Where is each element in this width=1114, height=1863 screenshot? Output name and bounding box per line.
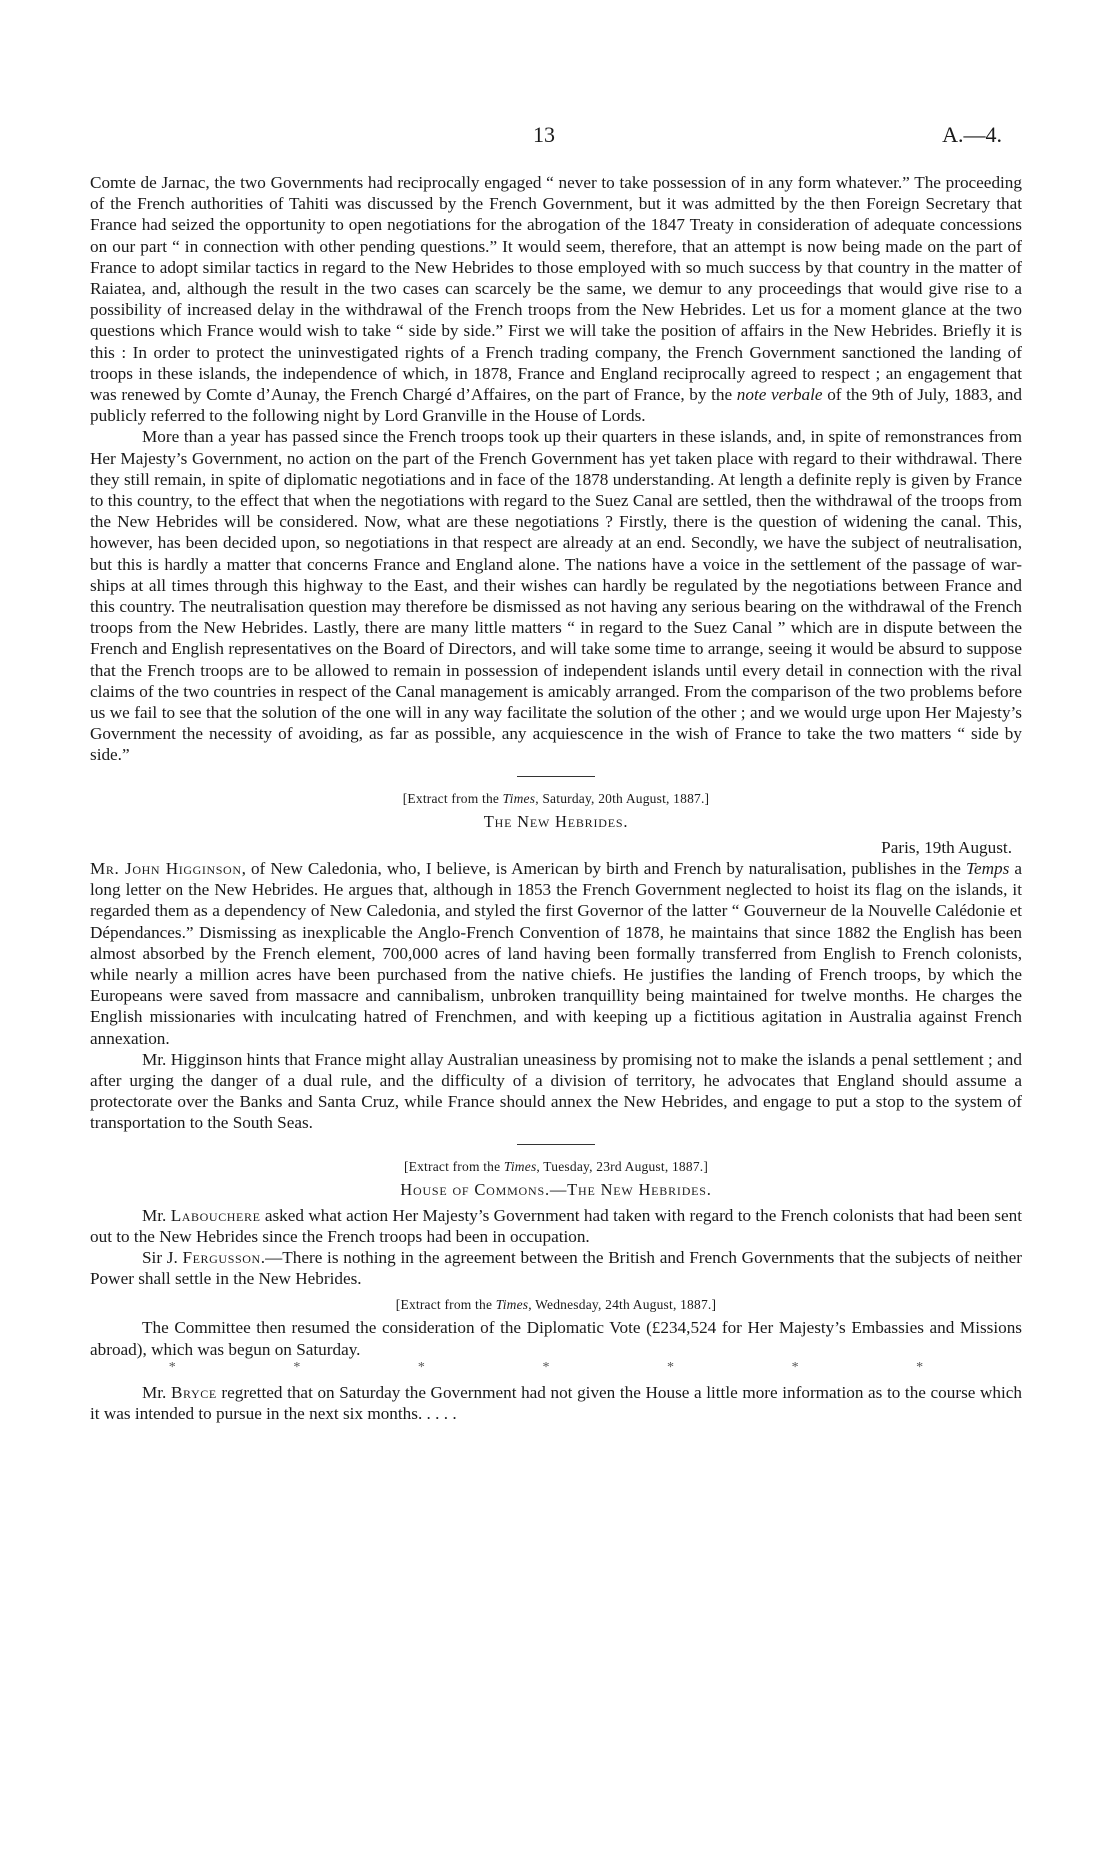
dateline: Paris, 19th August.: [881, 837, 1012, 857]
paragraph: The Committee then resumed the consideration of the Diplomatic Vote (£234,524 for Her Majesty’s Embassies and Missions abroad), which was begun on Saturday.: [90, 1318, 1022, 1359]
asterism: * * * * * * *: [168, 1359, 924, 1375]
section-heading: The New Hebrides.: [483, 811, 629, 831]
extract-citation: [Extract from the Times, Saturday, 20th August, 1887.]: [402, 790, 710, 806]
paragraph: Sir J. Fergusson.—There is nothing in the agreement between the British and French Governments that the subjects of neither Power shall settle in the New Hebrides.: [90, 1247, 1022, 1289]
section-divider: [517, 1144, 595, 1145]
paragraph: Mr. John Higginson, of New Caledonia, who, I believe, is American by birth and French by naturalisation, publishes in the Temps a long letter on the New Hebrides. He argues that, although in 1853 the French Government neglected to hoist its flag on the islands, it regarded them as a dependency of New Caledonia, and styled the first Governor of the latter “ Gouverneur de la Nouvelle Calédonie et Dépendances.” Dismissing as inexplicable the Anglo-French Convention of 1878, he maintains that since 1882 the English has been almost absorbed by the French element, 700,000 acres of land having been formally transferred from English to French colonists, while nearly a million acres have been purchased from the native chiefs. He justifies the landing of French troops, by which the Europeans were saved from massacre and cannibalism, unbroken tranquillity being maintained for twelve months. He charges the English missionaries with inculcating hatred of Frenchmen, and with keeping up a fictitious agitation in Australia against French annexation.: [90, 858, 1022, 1048]
italic-term: note verbale: [736, 385, 823, 405]
document-body: [90, 172, 1022, 1424]
page-number: 13: [533, 122, 555, 147]
section-divider: [517, 776, 595, 777]
page-header: [0, 122, 1114, 152]
speaker-name: Bryce: [170, 1382, 217, 1402]
paragraph: Mr. Bryce regretted that on Saturday the Government had not given the House a little more information as to the course which it was intended to pursue in the next six months. . . . .: [90, 1382, 1022, 1423]
paragraph: Comte de Jarnac, the two Governments had reciprocally engaged “ never to take possession of in any form whatever.” The proceeding of the French authorities of Tahiti was discussed by the French Government, but it was admitted by the then Foreign Secretary that France had seized the opportunity to open negotiations for the abrogation of the 1847 Treaty in consideration of adequate concessions on our part “ in connection with other pending questions.” It would seem, therefore, that an attempt is now being made on the part of France to adopt similar tactics in regard to the New Hebrides to those employed with so much success by that country in the matter of Raiatea, and, although the result in the two cases can scarcely be the same, we demur to any proceedings that would give rise to a possibility of increased delay in the withdrawal of the French troops from the New Hebrides. Let us for a moment glance at the two questions which France would wish to take “ side by side.” First we will take the position of affairs in the New Hebrides. Briefly it is this : In order to protect the uninvestigated rights of a French trading company, the French Government sanctioned the landing of troops in these islands, the independence of which, in 1878, France and England reciprocally agreed to respect ; an engagement that was renewed by Comte d’Aunay, the French Chargé d’Affaires, on the part of France, by the note verbale of the 9th of July, 1883, and publicly referred to the following night by Lord Granville in the House of Lords.: [90, 173, 1022, 426]
paragraph: More than a year has passed since the French troops took up their quarters in these islands, and, in spite of remonstrances from Her Majesty’s Government, no action on the part of the French Government has yet taken place with regard to their withdrawal. There they still remain, in spite of diplomatic negotiations and in face of the 1878 understanding. At length a definite reply is given by France to this country, to the effect that when the negotiations with regard to the Suez Canal are settled, then the withdrawal of the troops from the New Hebrides will be considered. Now, what are these negotiations ? Firstly, there is the question of widening the canal. This, however, has been decided upon, so negotiations in that respect are already at an end. Secondly, we have the subject of neutralisation, but this is hardly a matter that concerns France and England alone. The nations have a voice in the settlement of the passage of war-ships at all times through this highway to the East, and their wishes can hardly be regulated by the negotiations between France and this country. The neutralisation question may therefore be dismissed as not having any serious bearing on the withdrawal of the French troops from the New Hebrides. Lastly, there are many little matters “ in regard to the Suez Canal ” which are in dispute between the French and English representatives on the Board of Directors, and will take some time to arrange, seeing it would be absurd to suppose that the French troops are to be allowed to remain in possession of independent islands until every detail in connection with the rival claims of the two countries in respect of the Canal management is amicably arranged. From the comparison of the two problems before us we fail to see that the solution of the one will in any way facilitate the solution of the other ; and we would urge upon Her Majesty’s Government the necessity of avoiding, as far as possible, any acquiescence in the wish of France to take the two matters “ side by side.”: [90, 427, 1022, 765]
extract-citation: [Extract from the Times, Wednesday, 24th August, 1887.]: [395, 1297, 717, 1313]
speaker-name: Labouchere: [170, 1205, 261, 1225]
speaker-name: Mr. John Higginson: [90, 858, 242, 878]
paragraph: Mr. Higginson hints that France might allay Australian uneasiness by promising not to make the islands a penal settlement ; and after urging the danger of a dual rule, and the difficulty of a division of territory, he advocates that England should assume a protectorate over the Banks and Santa Cruz, while France should annex the New Hebrides, and engage to put a stop to the system of transportation to the South Seas.: [90, 1049, 1022, 1133]
extract-citation: [Extract from the Times, Tuesday, 23rd August, 1887.]: [403, 1158, 709, 1174]
paragraph: Mr. Labouchere asked what action Her Majesty’s Government had taken with regard to the French colonists that had been sent out to the New Hebrides since the French troops had been in occupation.: [90, 1205, 1022, 1246]
section-heading: House of Commons.—The New Hebrides.: [400, 1179, 712, 1199]
page-reference: A.—4.: [942, 122, 1002, 147]
speaker-name: Fergusson: [182, 1247, 261, 1267]
